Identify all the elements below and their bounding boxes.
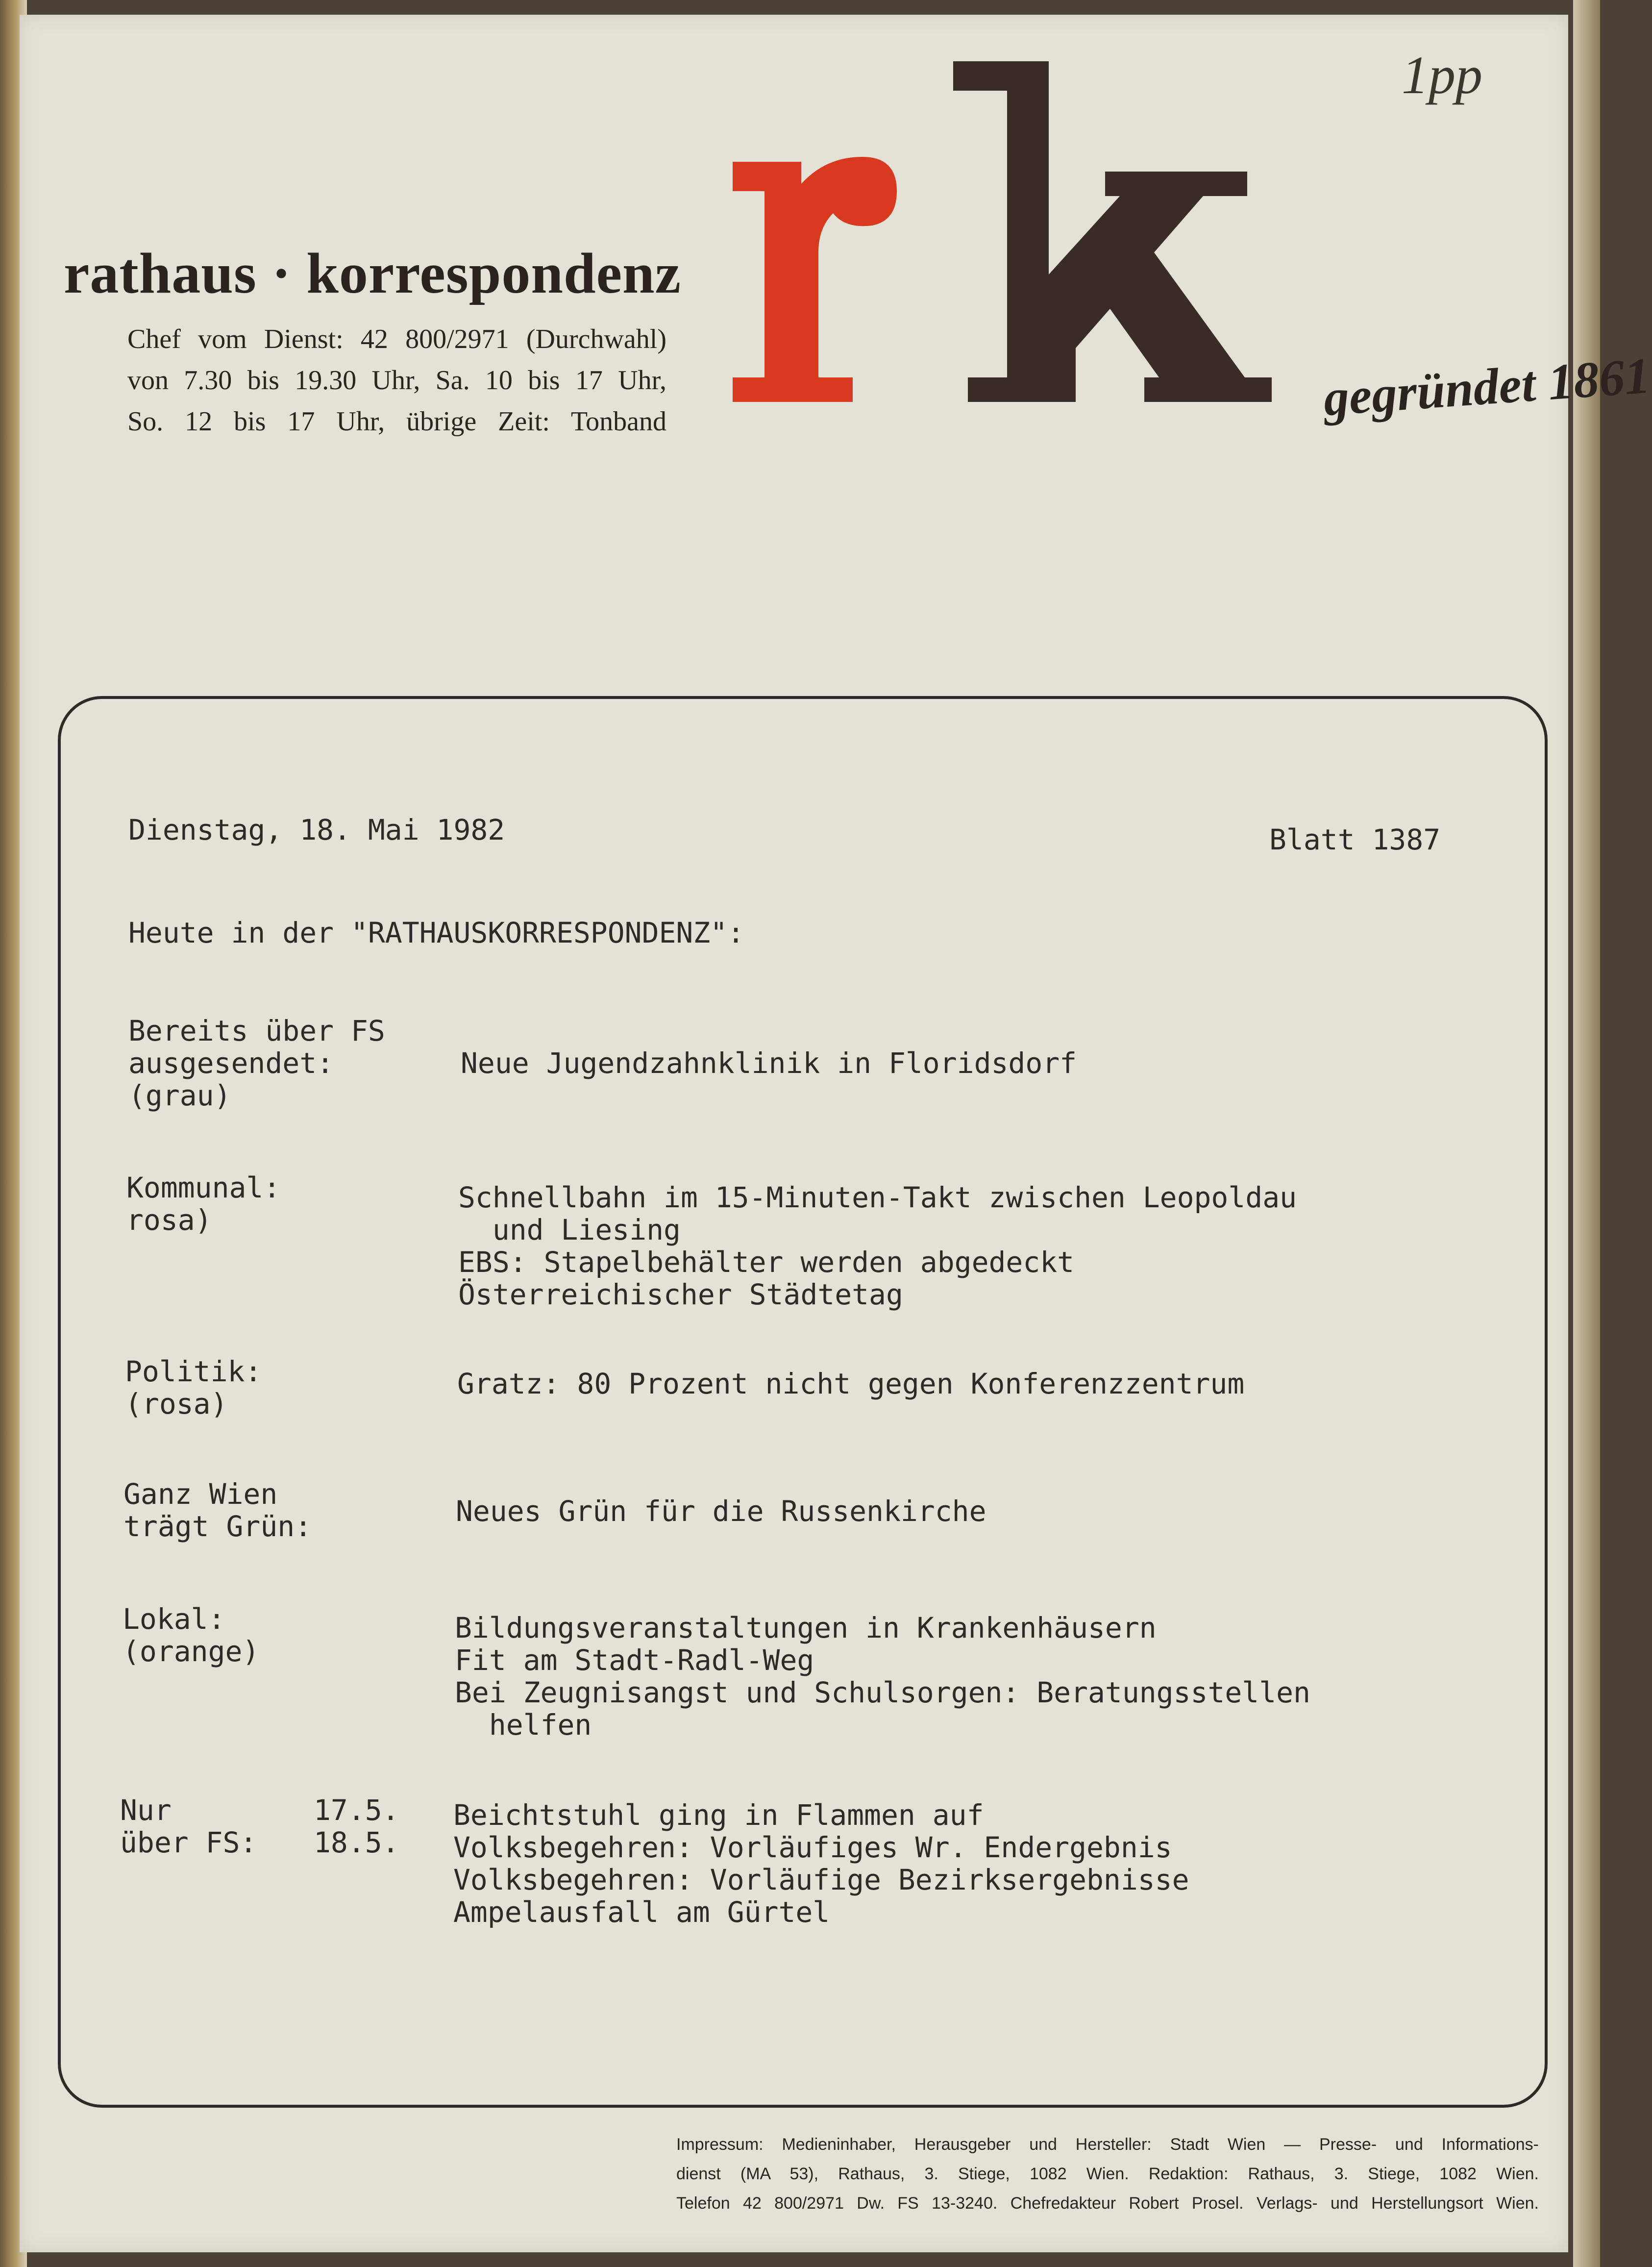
contact-line: So. 12 bis 17 Uhr, übrige Zeit: Tonband: [127, 406, 666, 437]
contact-info: [127, 319, 666, 442]
logo-letter-r: [733, 157, 897, 402]
section-label: Nur über FS:: [120, 1794, 257, 1859]
newsletter-page: [20, 15, 1652, 2252]
section-label: Lokal: (orange): [123, 1602, 260, 1668]
section-items: Neue Jugendzahnklinik in Floridsdorf: [461, 1046, 1077, 1080]
section-label: Kommunal: rosa): [126, 1171, 281, 1237]
bulletin-date: Dienstag, 18. Mai 1982: [128, 813, 505, 847]
imprint-line: dienst (MA 53), Rathaus, 3. Stiege, 1082 Wien. Redaktion: Rathaus, 3. Stiege, 1082 Wien.: [676, 2165, 1539, 2183]
imprint: [676, 2130, 1539, 2218]
section-items: Neues Grün für die Russenkirche: [456, 1495, 986, 1528]
rk-logo: [733, 51, 1296, 414]
section-label: Bereits über FS ausgesendet: (grau): [128, 1014, 385, 1112]
founded-signature: gegründet 1861: [1321, 347, 1652, 427]
contact-line: von 7.30 bis 19.30 Uhr, Sa. 10 bis 17 Uhr,: [127, 365, 666, 396]
section-dates: 17.5. 18.5.: [314, 1794, 399, 1859]
logo-letter-k: [953, 61, 1272, 402]
section-items: Bildungsveranstaltungen in Krankenhäusern Fit am Stadt-Radl-Weg Bei Zeugnisangst und Schulsorgen: Beratungsstellen helfen: [455, 1611, 1310, 1742]
section-label: Politik: (rosa): [125, 1355, 262, 1420]
section-items: Schnellbahn im 15-Minuten-Takt zwischen Leopoldau und Liesing EBS: Stapelbehälter werden abgedeckt Österreichischer Städtetag: [458, 1181, 1297, 1311]
contact-line: Chef vom Dienst: 42 800/2971 (Durchwahl): [127, 324, 666, 354]
section-label: Ganz Wien trägt Grün:: [123, 1477, 312, 1543]
handwritten-page-number: 1pp: [1402, 45, 1482, 105]
sheet-number: Blatt 1387: [1269, 823, 1441, 856]
imprint-line: Telefon 42 800/2971 Dw. FS 13-3240. Chefredakteur Robert Prosel. Verlags- und Herstellungsort Wien.: [676, 2194, 1539, 2213]
section-items: Beichtstuhl ging in Flammen auf Volksbegehren: Vorläufiges Wr. Endergebnis Volksbegehren: Vorläufige Bezirksergebnisse Ampelausfall am Gürtel: [453, 1798, 1189, 1929]
imprint-line: Impressum: Medieninhaber, Herausgeber und Hersteller: Stadt Wien — Presse- und Informations-: [676, 2135, 1539, 2154]
page-edge: [1573, 0, 1600, 2267]
publication-title: rathaus · korrespondenz: [64, 241, 681, 305]
section-items: Gratz: 80 Prozent nicht gegen Konferenzzentrum: [457, 1367, 1245, 1400]
bulletin-intro: Heute in der "RATHAUSKORRESPONDENZ":: [128, 916, 745, 949]
